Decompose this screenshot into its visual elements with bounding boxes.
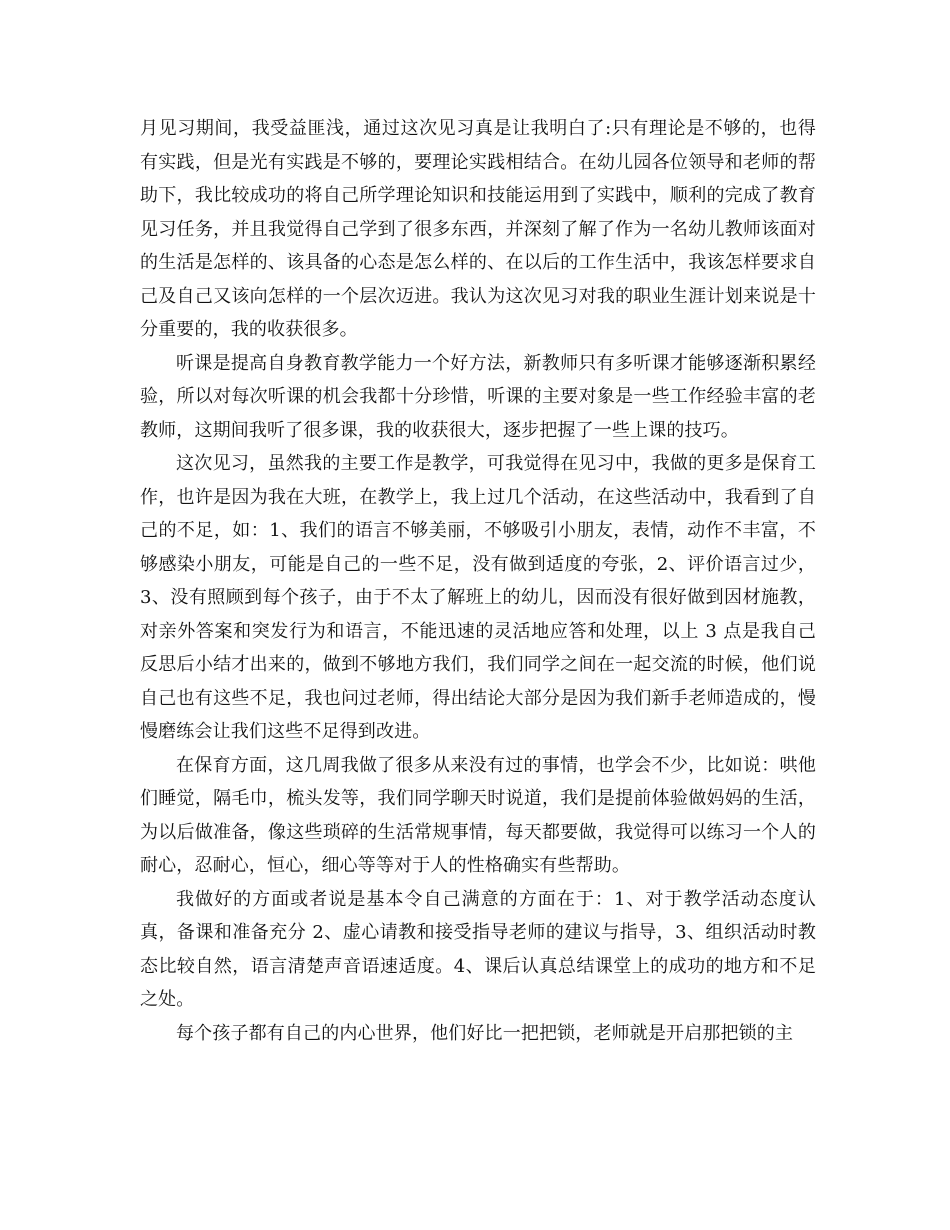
paragraph-3: 这次见习，虽然我的主要工作是教学，可我觉得在见习中，我做的更多是保育工作，也许是因为我在大班，在教学上，我上过几个活动，在这些活动中，我看到了自己的不足，如：1、我们的语言不够美丽，不够吸引小朋友，表情，动作不丰富，不够感染小朋友，可能是自己的一些不足，没有做到适度的夸张，2、评价语言过少，3、没有照顾到每个孩子，由于不太了解班上的幼儿，因而没有很好做到因材施教，对亲外答案和突发行为和语言，不能迅速的灵活地应答和处理，以上 3 点是我自己反思后小结才出来的，做到不够地方我们，我们同学之间在一起交流的时候，他们说自己也有这些不足，我也问过老师，得出结论大部分是因为我们新手老师造成的，慢慢磨练会让我们这些不足得到改进。 [140, 453, 816, 742]
document-body [140, 112, 816, 1050]
paragraph-4: 在保育方面，这几周我做了很多从来没有过的事情，也学会不少，比如说：哄他们睡觉，隔毛巾，梳头发等，我们同学聊天时说道，我们是提前体验做妈妈的生活，为以后做准备，像这些琐碎的生活常规事情，每天都要做，我觉得可以练习一个人的耐心，忍耐心，恒心，细心等等对于人的性格确实有些帮助。 [140, 754, 816, 876]
paragraph-5: 我做好的方面或者说是基本令自己满意的方面在于：1、对于教学活动态度认真，备课和准备充分 2、虚心请教和接受指导老师的建议与指导，3、组织活动时教态比较自然，语言清楚声音语速适度。4、课后认真总结课堂上的成功的地方和不足之处。 [140, 888, 816, 1010]
paragraph-6: 每个孩子都有自己的内心世界，他们好比一把把锁，老师就是开启那把锁的主 [176, 1022, 794, 1044]
paragraph-1: 月见习期间，我受益匪浅，通过这次见习真是让我明白了:只有理论是不够的，也得有实践，但是光有实践是不够的，要理论实践相结合。在幼儿园各位领导和老师的帮助下，我比较成功的将自己所学理论知识和技能运用到了实践中，顺利的完成了教育见习任务，并且我觉得自己学到了很多东西，并深刻了解了作为一名幼儿教师该面对的生活是怎样的、该具备的心态是怎么样的、在以后的工作生活中，我该怎样要求自己及自己又该向怎样的一个层次迈进。我认为这次见习对我的职业生涯计划来说是十分重要的，我的收获很多。 [140, 118, 816, 340]
paragraph-2: 听课是提高自身教育教学能力一个好方法，新教师只有多听课才能够逐渐积累经验，所以对每次听课的机会我都十分珍惜，听课的主要对象是一些工作经验丰富的老教师，这期间我听了很多课，我的收获很大，逐步把握了一些上课的技巧。 [140, 352, 816, 441]
